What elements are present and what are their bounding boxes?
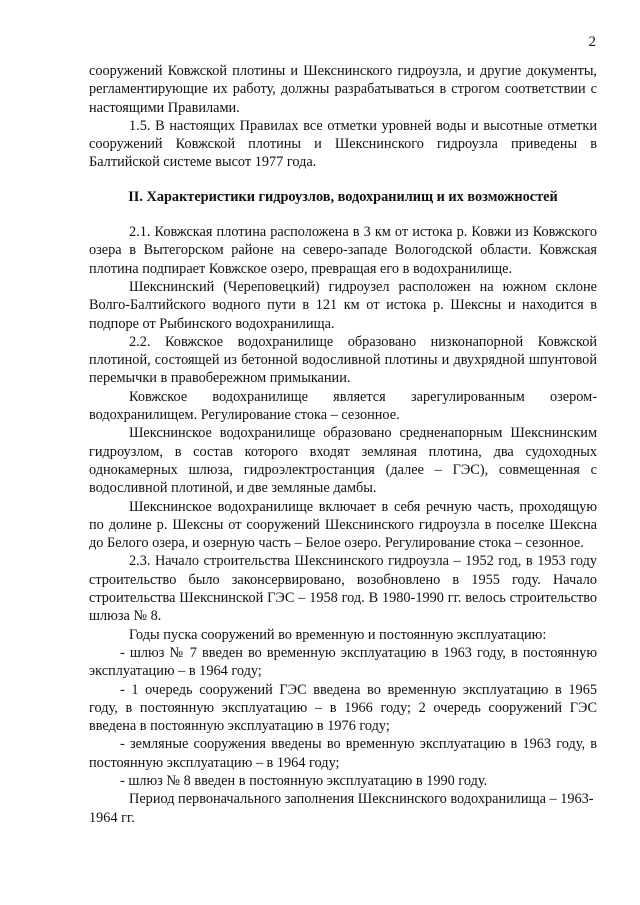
list-item-earthworks: - земляные сооружения введены во временную эксплуатацию в 1963 году, в постоянную эксплуатацию – в 1964 году; bbox=[89, 736, 597, 771]
document-body bbox=[89, 62, 597, 827]
paragraph-1-5: 1.5. В настоящих Правилах все отметки уровней воды и высотные отметки сооружений Ковжской плотины и Шекснинского гидроузла приведены в Балтийской системе высот 1977 года. bbox=[89, 117, 597, 171]
paragraph-kovzha-reservoir: Ковжское водохранилище является зарегулированным озером-водохранилищем. Регулирование стока – сезонное. bbox=[89, 388, 597, 424]
paragraph-2-1: 2.1. Ковжская плотина расположена в 3 км от истока р. Ковжи из Ковжского озера в Вытегорском районе на северо-западе Вологодской области. Ковжская плотина подпирает Ковжское озеро, превращая его в водохранилище. bbox=[89, 224, 597, 277]
paragraph-2-3: 2.3. Начало строительства Шекснинского гидроузла – 1952 год, в 1953 году строительство было законсервировано, возобновлено в 1955 году. Начало строительства Шекснинской ГЭС – 1958 год. В 1980-1990 гг. велось строительство шлюза № 8. bbox=[89, 553, 597, 625]
list-item-lock-8: - шлюз № 8 введен в постоянную эксплуатацию в 1990 году. bbox=[120, 772, 488, 789]
paragraph-sheksna-reservoir: Шекснинское водохранилище образовано средненапорным Шекснинским гидроузлом, в состав которого входят земляная плотина, два судоходных однокамерных шлюза, гидроэлектростанция (далее – ГЭС), совмещенная с водосливной плотиной, и две земляные дамбы. bbox=[89, 425, 597, 497]
paragraph-continuation: сооружений Ковжской плотины и Шекснинского гидроузла, и другие документы, регламентирующие их работу, должны разрабатываться в строгом соответствии с настоящими Правилами. bbox=[89, 63, 597, 116]
paragraph-sheksna-parts: Шекснинское водохранилище включает в себя речную часть, проходящую по долине р. Шексны от сооружений Шекснинского гидроузла в поселке Шексна до Белого озера, и озерную часть – Белое озеро. Регулирование стока – сезонное. bbox=[89, 498, 597, 552]
paragraph-launch-years: Годы пуска сооружений во временную и постоянную эксплуатацию: bbox=[129, 626, 547, 643]
paragraph-sheksna-hydro: Шекснинский (Череповецкий) гидроузел расположен на южном склоне Волго-Балтийского водного пути в 121 км от истока р. Шексны и находится в подпоре от Рыбинского водохранилища. bbox=[89, 278, 597, 332]
paragraph-filling-period: Период первоначального заполнения Шекснинского водохранилища – 1963-1964 гг. bbox=[89, 791, 594, 826]
list-item-hpp: - 1 очередь сооружений ГЭС введена во временную эксплуатацию в 1965 году, в постоянную эксплуатацию – в 1966 году; 2 очередь сооружений ГЭС введена в постоянную эксплуатацию в 1976 году; bbox=[89, 681, 597, 735]
list-item-lock-7: - шлюз № 7 введен во временную эксплуатацию в 1963 году, в постоянную эксплуатацию – в 1964 году; bbox=[89, 644, 597, 680]
paragraph-2-2: 2.2. Ковжское водохранилище образовано низконапорной Ковжской плотиной, состоящей из бетонной водосливной плотины и двухрядной шпунтовой перемычки в правобережном примыкании. bbox=[89, 333, 597, 387]
page-number: 2 bbox=[588, 34, 596, 50]
section-title: II. Характеристики гидроузлов, водохранилищ и их возможностей bbox=[128, 188, 558, 205]
